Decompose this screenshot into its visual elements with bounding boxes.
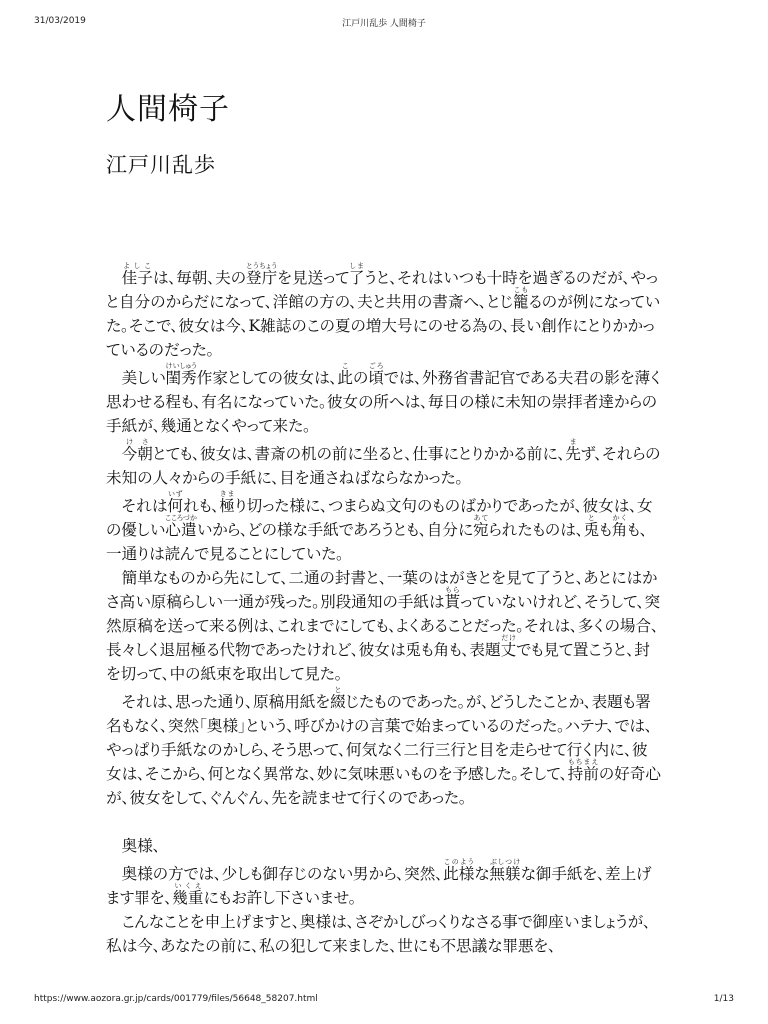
text-run: にもお許し下さいませ。 <box>203 889 357 907</box>
paragraph <box>106 858 662 910</box>
paragraph <box>106 910 662 958</box>
paragraph <box>106 490 662 566</box>
text-run: るのが例になっていた。そこで、彼女は今、K雑誌のこの夏の増大号にのせる為の、長い創作にとりかかっているのだった。 <box>106 293 660 359</box>
ruby-reading: このよう <box>443 858 475 866</box>
ruby-reading: と <box>330 686 346 694</box>
ruby-word <box>583 514 600 539</box>
text-run: 美しい <box>121 369 166 387</box>
ruby-reading: とうちょう <box>246 262 278 270</box>
text-run: うと、それはいつも十時を過ぎるのだが、やっと自分のからだになって、洋館の方の、夫と共用の書斎へ、とじ <box>106 269 658 311</box>
body-text <box>106 262 662 958</box>
text-run: 作家としての彼女は、 <box>196 369 338 387</box>
ruby-base: 貰 <box>444 593 461 611</box>
ruby-reading: しま <box>348 262 365 270</box>
ruby-reading: もら <box>444 586 461 594</box>
ruby-base: 丈 <box>500 641 517 659</box>
document-author: 江戸川乱歩 <box>106 153 216 177</box>
ruby-reading: きま <box>219 490 235 498</box>
ruby-base: 先 <box>565 445 581 463</box>
ruby-reading: こ <box>337 362 354 370</box>
ruby-reading: こも <box>513 286 529 294</box>
document-title: 人間椅子 <box>106 92 230 127</box>
ruby-base: 此 <box>337 369 354 387</box>
paragraph <box>106 566 662 686</box>
ruby-reading: ま <box>565 438 581 446</box>
text-run: も <box>599 521 612 539</box>
paragraph <box>106 438 662 490</box>
ruby-reading: こころづか <box>165 514 197 522</box>
ruby-word <box>121 262 153 287</box>
print-date: 31/03/2019 <box>34 16 86 26</box>
text-run: ず、それらの未知の人々からの手紙に、目を通さねばならなかった。 <box>106 445 661 487</box>
text-run: では、外務省書記官である夫君の影を薄く思わせる程も、有名になっていた。彼女の所へは、毎日の様に未知の崇拝者達からの手紙が、幾通となくやって来た。 <box>106 369 662 435</box>
ruby-base: 心遣 <box>165 521 197 539</box>
text-run: られたものは、 <box>488 521 584 539</box>
ruby-base: 綴 <box>330 693 346 711</box>
ruby-word <box>337 362 354 387</box>
ruby-word <box>444 586 461 611</box>
text-run: 奥様、 <box>121 837 161 855</box>
ruby-reading: あて <box>473 514 489 522</box>
print-header-title: 江戸川乱歩 人間椅子 <box>342 19 426 29</box>
ruby-reading: けさ <box>121 438 153 446</box>
ruby-reading: かく <box>611 514 628 522</box>
print-footer <box>0 994 768 1010</box>
ruby-reading: いず <box>167 490 183 498</box>
text-run: でも見て置こうと、封を切って、中の紙束を取出して見た。 <box>106 641 650 683</box>
ruby-word <box>513 286 529 311</box>
page-number: 1/13 <box>713 994 734 1004</box>
ruby-word <box>565 438 581 463</box>
ruby-base: 無躾 <box>489 865 521 883</box>
ruby-word <box>219 490 235 515</box>
ruby-base: 此様 <box>443 865 475 883</box>
ruby-word <box>489 858 521 883</box>
paragraph <box>106 686 662 810</box>
ruby-word <box>165 362 197 387</box>
text-run: っていないけれど、そうして、突然原稿を送って来る例は、これまでにしても、よくあることだった。それは、多くの場合、長々しく退屈極る代物であったけれど、彼女は兎も角も、表題 <box>106 593 661 659</box>
ruby-base: 登庁 <box>246 269 278 287</box>
text-run: いから、どの様な手紙であろうとも、自分に <box>196 521 474 539</box>
ruby-base: 持前 <box>567 765 599 783</box>
text-run: は、毎朝、夫の <box>152 269 247 287</box>
ruby-word <box>348 262 365 287</box>
text-run: な御手紙を、差上げます罪を、 <box>106 865 652 907</box>
text-run: を見送って <box>277 269 349 287</box>
print-header <box>0 16 768 32</box>
ruby-reading: いくえ <box>172 882 204 890</box>
blank-line <box>106 810 662 834</box>
ruby-reading: ぶしつけ <box>489 858 521 866</box>
ruby-base: 閨秀 <box>165 369 197 387</box>
text-run: れも、 <box>182 497 220 515</box>
paragraph <box>106 834 662 858</box>
ruby-word <box>443 858 475 883</box>
ruby-word <box>330 686 346 711</box>
ruby-word <box>368 362 384 387</box>
ruby-base: 極 <box>219 497 235 515</box>
text-run: じたものであった。が、どうしたことか、表題も署名もなく、突然「奥様」という、呼びかけの言葉で始まっているのだった。ハテナ、では、やっぱり手紙なのかしら、そう思って、何気なく二行三行と目を走らせて行く内に、彼女は、そこから、何となく異常な、妙に気味悪いものを予感した。そして、 <box>106 693 653 783</box>
ruby-word <box>172 882 204 907</box>
ruby-base: 籠 <box>513 293 529 311</box>
ruby-base: 幾重 <box>172 889 204 907</box>
text-run: の <box>353 369 369 387</box>
paragraph <box>106 362 662 438</box>
ruby-base: 何 <box>167 497 183 515</box>
text-run: それは <box>121 497 168 515</box>
ruby-word <box>121 438 153 463</box>
text-run: それは、思った通り、原稿用紙を <box>121 693 331 711</box>
ruby-base: 宛 <box>473 521 489 539</box>
ruby-word <box>167 490 183 515</box>
text-run: こんなことを申上げますと、奥様は、さぞかしびっくりなさる事で御座いましょうが、私は今、あなたの前に、私の犯して来ました、世にも不思議な罪悪を、 <box>106 913 651 955</box>
ruby-word <box>246 262 278 287</box>
text-run: とても、彼女は、書斎の机の前に坐ると、仕事にとりかかる前に、 <box>152 445 566 463</box>
ruby-base: 了 <box>348 269 365 287</box>
ruby-base: 今朝 <box>121 445 153 463</box>
text-run: の好奇心が、彼女をして、ぐんぐん、先を読ませて行くのであった。 <box>106 765 661 807</box>
text-run: も、一通りは読んで見ることにしていた。 <box>106 521 648 563</box>
ruby-reading: だけ <box>500 634 517 642</box>
ruby-word <box>500 634 517 659</box>
text-run: り切った様に、つまらぬ文句のものばかりであったが、彼女は、女の優しい <box>106 497 653 539</box>
ruby-word <box>473 514 489 539</box>
text-run: な <box>474 865 490 883</box>
text-run: 奥様の方では、少しも御存じのない男から、突然、 <box>121 865 444 883</box>
ruby-word <box>165 514 197 539</box>
ruby-reading: けいしゅう <box>165 362 197 370</box>
ruby-reading: もちまえ <box>567 758 599 766</box>
ruby-reading: と <box>583 514 600 522</box>
paragraph <box>106 262 662 362</box>
text-run: 簡単なものから先にして、二通の封書と、一葉のはがきとを見て了うと、あとにはかさ高い原稿らしい一通が残った。別段通知の手紙は <box>106 569 658 611</box>
ruby-word <box>567 758 599 783</box>
ruby-base: 頃 <box>368 369 384 387</box>
ruby-word <box>611 514 628 539</box>
ruby-base: 兎 <box>583 521 600 539</box>
ruby-reading: よしこ <box>121 262 153 270</box>
source-url: https://www.aozora.gr.jp/cards/001779/files/56648_58207.html <box>34 994 318 1004</box>
ruby-base: 角 <box>611 521 628 539</box>
ruby-reading: ごろ <box>368 362 384 370</box>
ruby-base: 佳子 <box>121 269 153 287</box>
